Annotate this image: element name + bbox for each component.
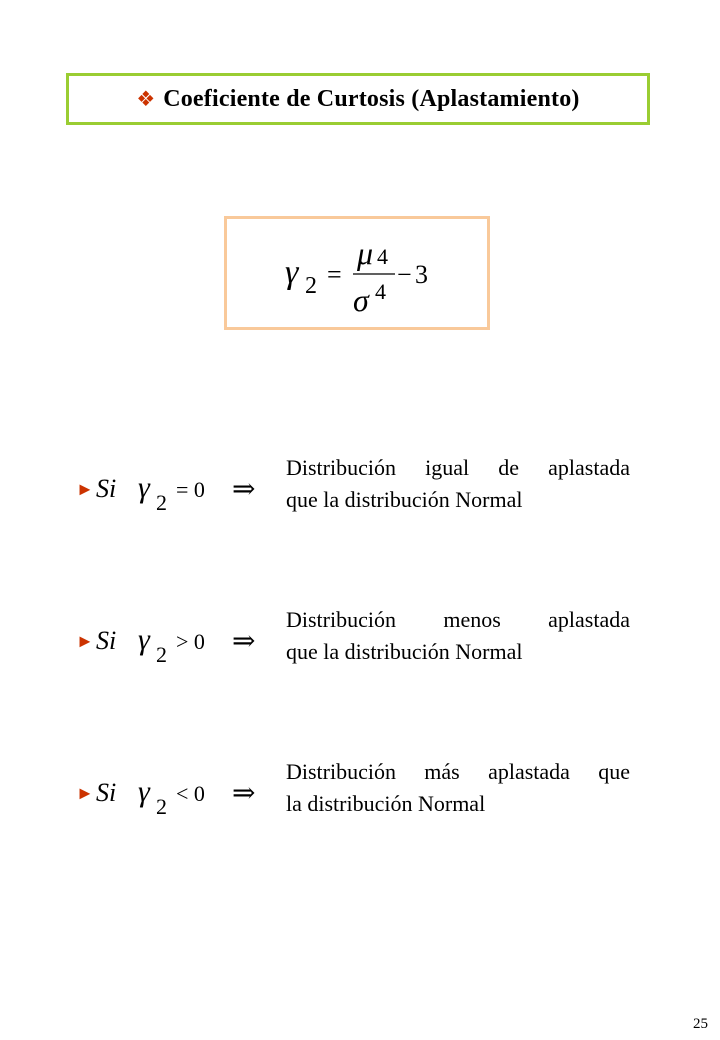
condition-description (286, 604, 630, 668)
condition-expression (0, 602, 290, 682)
condition-description (286, 756, 630, 820)
formula-gamma: γ (285, 254, 299, 291)
description-line-2: que la distribución Normal (286, 487, 523, 512)
right-triangle-bullet-icon: ► (76, 479, 94, 499)
kurtosis-formula (224, 216, 490, 330)
description-line-2: que la distribución Normal (286, 639, 523, 664)
condition-gamma-subscript: 2 (156, 642, 167, 667)
condition-description (286, 452, 630, 516)
condition-row (0, 450, 720, 530)
right-triangle-bullet-icon: ► (76, 783, 94, 803)
condition-gamma: γ (138, 623, 150, 656)
formula-equals: = (327, 260, 342, 289)
formula-sigma: σ (353, 282, 369, 318)
condition-row (0, 754, 720, 834)
si-label: Si (96, 626, 117, 655)
condition-expression (0, 754, 290, 834)
diamond-bullet-icon: ❖ (136, 86, 156, 111)
condition-relation: < 0 (176, 781, 205, 806)
page-number: 25 (693, 1016, 708, 1032)
condition-gamma-subscript: 2 (156, 490, 167, 515)
si-label: Si (96, 778, 117, 807)
condition-relation: > 0 (176, 629, 205, 654)
title-box (66, 73, 650, 125)
description-line-1: Distribución igual de aplastada (286, 455, 630, 480)
condition-gamma: γ (138, 471, 150, 504)
formula-gamma-subscript: 2 (305, 273, 317, 299)
description-line-2: la distribución Normal (286, 791, 486, 816)
formula-mu: μ (357, 235, 374, 271)
condition-gamma-subscript: 2 (156, 794, 167, 819)
implies-arrow: ⇒ (232, 474, 256, 505)
right-triangle-bullet-icon: ► (76, 631, 94, 651)
condition-expression (0, 450, 290, 530)
implies-arrow: ⇒ (232, 778, 256, 809)
formula-constant: 3 (415, 260, 428, 289)
formula-svg (227, 219, 487, 327)
description-line-1: Distribución menos aplastada (286, 607, 630, 632)
page-title: Coeficiente de Curtosis (Aplastamiento) (163, 85, 580, 112)
formula-sigma-exponent: 4 (375, 279, 386, 304)
formula-mu-subscript: 4 (377, 244, 388, 269)
si-label: Si (96, 474, 117, 503)
formula-minus: − (397, 260, 412, 289)
implies-arrow: ⇒ (232, 626, 256, 657)
condition-relation: = 0 (176, 477, 205, 502)
condition-gamma: γ (138, 775, 150, 808)
description-line-1: Distribución más aplastada que (286, 759, 630, 784)
condition-row (0, 602, 720, 682)
